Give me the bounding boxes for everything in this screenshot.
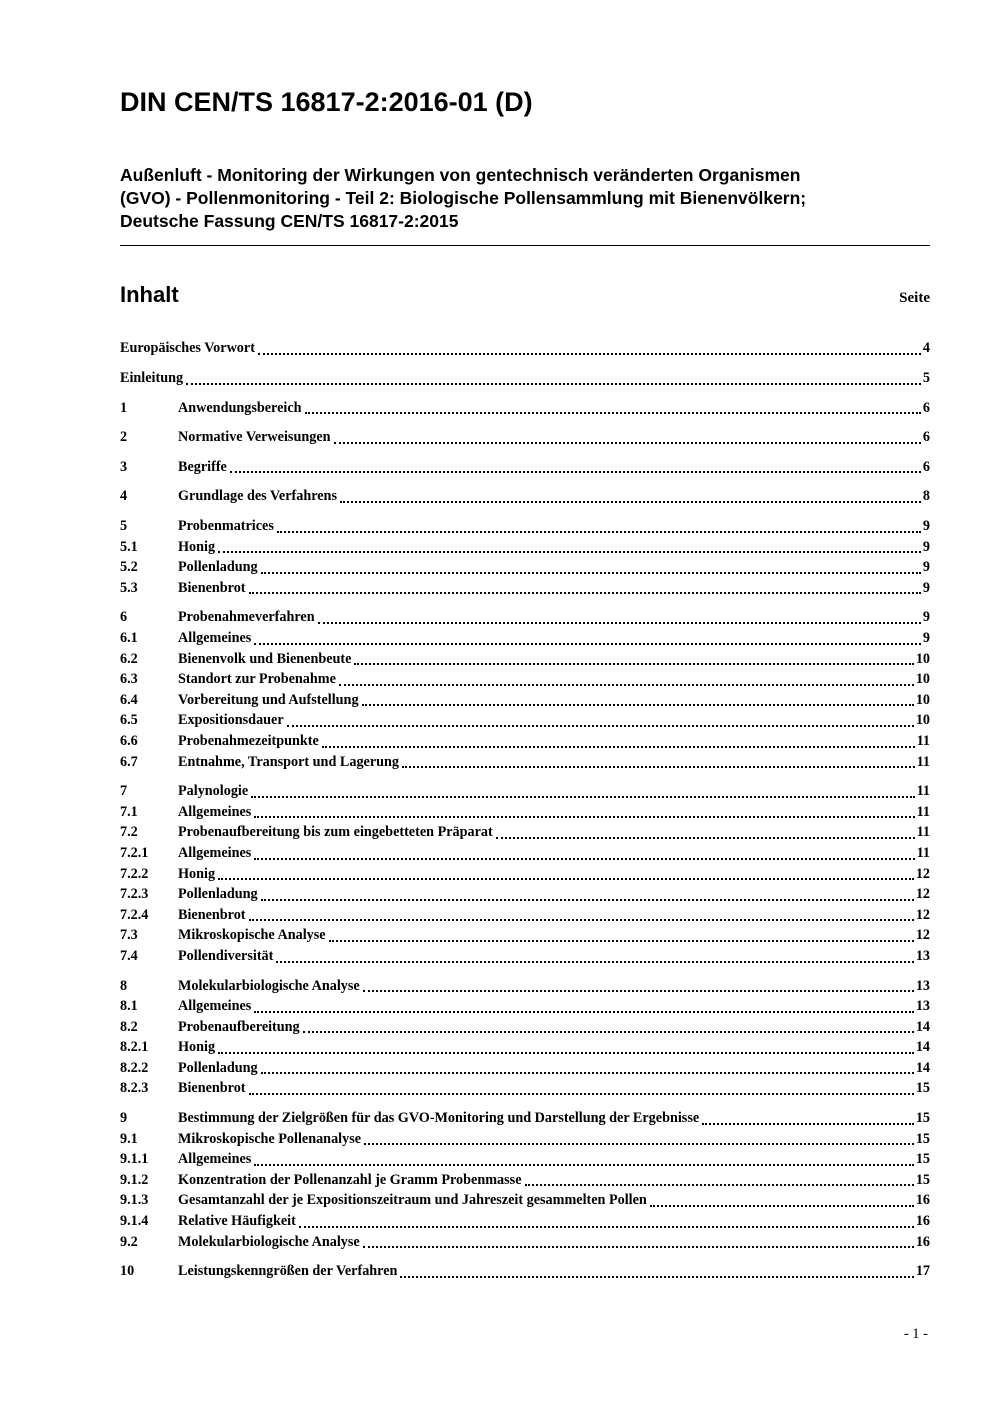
toc-entry-number: 5.1 [120, 538, 138, 555]
toc-entry-number: 7.2.2 [120, 865, 149, 882]
toc-entry-number: 8.2.2 [120, 1059, 149, 1076]
toc-entry [120, 690, 930, 711]
toc-dot-leader [299, 1226, 914, 1228]
toc-entry-label: Bienenbrot [178, 906, 246, 923]
toc-entry-page: 9 [922, 538, 930, 555]
toc-entry-number: 6 [120, 609, 128, 626]
toc-entry-page: 4 [922, 340, 930, 357]
toc-entry-label: Probenahmezeitpunkte [178, 732, 319, 749]
toc-entry-page: 5 [922, 370, 930, 387]
toc-dot-leader [340, 501, 921, 503]
toc-entry-label: Bienenbrot [178, 1080, 246, 1097]
toc-entry-number: 5.3 [120, 579, 138, 596]
toc-entry-label: Pollenladung [178, 559, 258, 576]
toc-entry-label: Einleitung [120, 370, 184, 387]
toc-dot-leader [258, 353, 921, 355]
toc-entry-number: 8.2.3 [120, 1080, 149, 1097]
toc-entry-label: Pollenladung [178, 886, 258, 903]
toc-entry-page: 9 [922, 559, 930, 576]
toc-entry [120, 731, 930, 752]
toc-entry-number: 5 [120, 518, 128, 535]
toc-entry-number: 8.1 [120, 998, 138, 1015]
toc-entry-page: 6 [922, 399, 930, 416]
toc-dot-leader [287, 725, 914, 727]
toc-group [120, 486, 930, 507]
toc-entry-number: 6.4 [120, 691, 138, 708]
toc-entry [120, 1211, 930, 1232]
toc-entry-page: 15 [915, 1171, 930, 1188]
toc-dot-leader [400, 1276, 913, 1278]
toc-dot-leader [650, 1205, 914, 1207]
toc-entry-number: 7.2.4 [120, 906, 149, 923]
toc-dot-leader [363, 990, 914, 992]
toc-entry-page: 10 [915, 712, 930, 729]
toc-entry [120, 864, 930, 885]
toc-entry-label: Normative Verweisungen [178, 429, 331, 446]
toc-dot-leader [261, 899, 914, 901]
toc-entry-page: 11 [916, 732, 930, 749]
toc-entry [120, 427, 930, 448]
toc-dot-leader [249, 1093, 914, 1095]
toc-entry-label: Konzentration der Pollenanzahl je Gramm Probenmasse [178, 1171, 522, 1188]
toc-entry-number: 9.1.3 [120, 1192, 149, 1209]
toc-entry [120, 946, 930, 967]
toc-dot-leader [249, 919, 914, 921]
toc-page-column-label: Seite [899, 290, 930, 307]
toc-entry-page: 15 [915, 1130, 930, 1147]
toc-entry-label: Bestimmung der Zielgrößen für das GVO-Monitoring und Darstellung der Ergebnisse [178, 1110, 700, 1127]
toc-entry-number: 7.2 [120, 824, 138, 841]
toc-dot-leader [525, 1184, 914, 1186]
toc-entry [120, 1037, 930, 1058]
toc-entry-number: 7.2.3 [120, 886, 149, 903]
toc-entry [120, 1058, 930, 1079]
toc-dot-leader [362, 704, 914, 706]
toc-dot-leader [402, 766, 915, 768]
subtitle-line-3: Deutsche Fassung CEN/TS 16817-2:2015 [120, 211, 459, 232]
toc-dot-leader [305, 412, 921, 414]
document-title: DIN CEN/TS 16817-2:2016-01 (D) [120, 87, 533, 117]
toc-entry-number: 3 [120, 458, 128, 475]
toc-entry-page: 11 [916, 824, 930, 841]
toc-entry-label: Allgemeines [178, 630, 252, 647]
toc-entry-label: Anwendungsbereich [178, 399, 302, 416]
toc-entry [120, 925, 930, 946]
toc-entry-label: Europäisches Vorwort [120, 340, 255, 357]
toc-entry-page: 14 [915, 1059, 930, 1076]
toc-entry [120, 905, 930, 926]
toc-dot-leader [339, 684, 914, 686]
toc-entry [120, 537, 930, 558]
toc-entry-label: Palynologie [178, 783, 249, 800]
toc-group [120, 427, 930, 448]
toc-entry-page: 12 [915, 865, 930, 882]
toc-entry [120, 1149, 930, 1170]
toc-entry [120, 1190, 930, 1211]
toc-entry-number: 7 [120, 783, 128, 800]
toc-entry-number: 9.1.2 [120, 1171, 149, 1188]
toc-dot-leader [254, 643, 921, 645]
toc-entry-label: Probenahmeverfahren [178, 609, 315, 626]
toc-entry-number: 8.2 [120, 1018, 138, 1035]
toc-dot-leader [254, 858, 914, 860]
toc-entry [120, 1232, 930, 1253]
toc-entry [120, 1108, 930, 1129]
toc-dot-leader [303, 1031, 914, 1033]
toc-entry-number: 6.6 [120, 732, 138, 749]
toc-entry-number: 9.2 [120, 1233, 138, 1250]
toc-entry-page: 11 [916, 783, 930, 800]
toc-entry-page: 15 [915, 1151, 930, 1168]
toc-dot-leader [363, 1246, 914, 1248]
page-number-footer: - 1 - [903, 1326, 928, 1342]
toc-entry-page: 16 [915, 1233, 930, 1250]
toc-entry-page: 11 [916, 803, 930, 820]
toc-entry-label: Begriffe [178, 458, 227, 475]
toc-entry-label: Gesamtanzahl der je Expositionszeitraum und Jahreszeit gesammelten Pollen [178, 1192, 647, 1209]
toc-entry-number: 8.2.1 [120, 1039, 149, 1056]
toc-entry-page: 6 [922, 429, 930, 446]
toc-entry-page: 15 [915, 1110, 930, 1127]
toc-heading: Inhalt [120, 282, 179, 308]
toc-entry-label: Leistungskenngrößen der Verfahren [178, 1263, 398, 1280]
toc-entry-label: Honig [178, 1039, 216, 1056]
toc-entry-number: 7.3 [120, 927, 138, 944]
toc-entry-number: 9 [120, 1110, 128, 1127]
toc-entry-number: 7.2.1 [120, 844, 149, 861]
toc-dot-leader [702, 1123, 914, 1125]
toc-dot-leader [218, 1052, 914, 1054]
toc-entry-label: Pollenladung [178, 1059, 258, 1076]
toc-entry-page: 10 [915, 671, 930, 688]
toc-entry-label: Mikroskopische Pollenanalyse [178, 1130, 362, 1147]
toc-entry-page: 9 [922, 609, 930, 626]
toc-entry [120, 822, 930, 843]
toc-entry [120, 457, 930, 478]
toc-entry-label: Allgemeines [178, 998, 252, 1015]
toc-entry-label: Molekularbiologische Analyse [178, 977, 360, 994]
toc-dot-leader [230, 471, 921, 473]
toc-entry [120, 368, 930, 389]
toc-entry [120, 516, 930, 537]
toc-entry-number: 8 [120, 977, 128, 994]
toc-entry-page: 10 [915, 650, 930, 667]
toc-entry-number: 10 [120, 1263, 135, 1280]
toc-entry [120, 781, 930, 802]
toc-dot-leader [322, 746, 915, 748]
toc-dot-leader [254, 816, 914, 818]
document-subtitle [120, 164, 930, 247]
toc-entry-label: Allgemeines [178, 844, 252, 861]
toc-entry-label: Standort zur Probenahme [178, 671, 336, 688]
toc-dot-leader [218, 551, 921, 553]
toc-group [120, 781, 930, 966]
toc-entry-number: 6.3 [120, 671, 138, 688]
toc-entry [120, 669, 930, 690]
toc-entry-label: Expositionsdauer [178, 712, 284, 729]
toc-group [120, 398, 930, 419]
toc-entry-page: 9 [922, 630, 930, 647]
toc-dot-leader [249, 592, 921, 594]
toc-entry-number: 9.1.4 [120, 1213, 149, 1230]
toc-group [120, 1108, 930, 1252]
toc-entry-page: 10 [915, 691, 930, 708]
toc-entry [120, 1017, 930, 1038]
toc-entry [120, 557, 930, 578]
toc-entry-label: Pollendiversität [178, 947, 274, 964]
toc-entry-number: 4 [120, 488, 128, 505]
toc-header [120, 282, 930, 308]
toc-entry-page: 12 [915, 886, 930, 903]
toc-dot-leader [276, 961, 913, 963]
toc-entry [120, 710, 930, 731]
toc-entry-number: 5.2 [120, 559, 138, 576]
toc-entry-page: 11 [916, 844, 930, 861]
toc-entry-page: 12 [915, 906, 930, 923]
toc-entry [120, 607, 930, 628]
toc-entry [120, 884, 930, 905]
toc-entry-page: 6 [922, 458, 930, 475]
toc-entry-page: 9 [922, 579, 930, 596]
toc-dot-leader [364, 1143, 914, 1145]
toc-dot-leader [254, 1164, 914, 1166]
toc-group [120, 338, 930, 359]
toc-entry [120, 338, 930, 359]
toc-entry-page: 13 [915, 977, 930, 994]
toc-entry-label: Honig [178, 865, 216, 882]
toc-entry-number: 7.4 [120, 947, 138, 964]
toc-entry-page: 13 [915, 998, 930, 1015]
toc-entry-label: Relative Häufigkeit [178, 1213, 296, 1230]
toc-entry [120, 1129, 930, 1150]
toc-entry-label: Mikroskopische Analyse [178, 927, 326, 944]
toc-dot-leader [186, 383, 921, 385]
toc-entry-page: 11 [916, 753, 930, 770]
toc [120, 338, 930, 1281]
toc-entry-page: 15 [915, 1080, 930, 1097]
toc-group [120, 368, 930, 389]
toc-entry-page: 9 [922, 518, 930, 535]
toc-entry [120, 752, 930, 773]
toc-entry-number: 6.1 [120, 630, 138, 647]
toc-entry [120, 398, 930, 419]
toc-dot-leader [251, 796, 914, 798]
toc-entry-label: Vorbereitung und Aufstellung [178, 691, 359, 708]
toc-dot-leader [218, 878, 914, 880]
toc-entry [120, 1170, 930, 1191]
toc-dot-leader [261, 1072, 914, 1074]
toc-entry [120, 486, 930, 507]
toc-entry-label: Molekularbiologische Analyse [178, 1233, 360, 1250]
toc-entry [120, 1078, 930, 1099]
toc-entry-number: 6.7 [120, 753, 138, 770]
toc-entry-page: 12 [915, 927, 930, 944]
toc-entry-number: 9.1 [120, 1130, 138, 1147]
toc-entry [120, 578, 930, 599]
toc-dot-leader [496, 837, 915, 839]
toc-dot-leader [354, 663, 913, 665]
toc-entry-page: 14 [915, 1039, 930, 1056]
toc-group [120, 457, 930, 478]
toc-entry [120, 628, 930, 649]
toc-dot-leader [318, 622, 921, 624]
toc-entry-label: Honig [178, 538, 216, 555]
toc-group [120, 607, 930, 772]
toc-entry-label: Allgemeines [178, 803, 252, 820]
toc-entry-number: 1 [120, 399, 128, 416]
toc-group [120, 976, 930, 1100]
toc-entry-number: 6.2 [120, 650, 138, 667]
toc-entry-label: Probenaufbereitung [178, 1018, 300, 1035]
toc-entry [120, 843, 930, 864]
toc-entry [120, 649, 930, 670]
toc-entry-page: 17 [915, 1263, 930, 1280]
toc-group [120, 1261, 930, 1282]
toc-entry-page: 16 [915, 1213, 930, 1230]
toc-entry [120, 996, 930, 1017]
toc-entry-number: 6.5 [120, 712, 138, 729]
toc-entry [120, 976, 930, 997]
toc-entry-page: 16 [915, 1192, 930, 1209]
toc-entry-label: Entnahme, Transport und Lagerung [178, 753, 400, 770]
toc-entry-label: Allgemeines [178, 1151, 252, 1168]
toc-dot-leader [277, 531, 921, 533]
subtitle-line-2: (GVO) - Pollenmonitoring - Teil 2: Biologische Pollensammlung mit Bienenvölkern; [120, 187, 807, 208]
toc-entry [120, 802, 930, 823]
toc-entry-number: 2 [120, 429, 128, 446]
toc-group [120, 516, 930, 598]
toc-entry-label: Bienenbrot [178, 579, 246, 596]
toc-dot-leader [334, 442, 921, 444]
toc-entry-page: 13 [915, 947, 930, 964]
subtitle-line-1: Außenluft - Monitoring der Wirkungen von gentechnisch veränderten Organismen [120, 164, 801, 185]
toc-entry-label: Probenaufbereitung bis zum eingebetteten Präparat [178, 824, 493, 841]
toc-dot-leader [261, 572, 921, 574]
toc-entry-label: Bienenvolk und Bienenbeute [178, 650, 352, 667]
toc-dot-leader [254, 1011, 914, 1013]
toc-entry-page: 14 [915, 1018, 930, 1035]
toc-entry-label: Grundlage des Verfahrens [178, 488, 337, 505]
toc-dot-leader [329, 940, 914, 942]
toc-entry-label: Probenmatrices [178, 518, 274, 535]
toc-entry-number: 9.1.1 [120, 1151, 149, 1168]
toc-entry [120, 1261, 930, 1282]
toc-entry-page: 8 [922, 488, 930, 505]
toc-entry-number: 7.1 [120, 803, 138, 820]
